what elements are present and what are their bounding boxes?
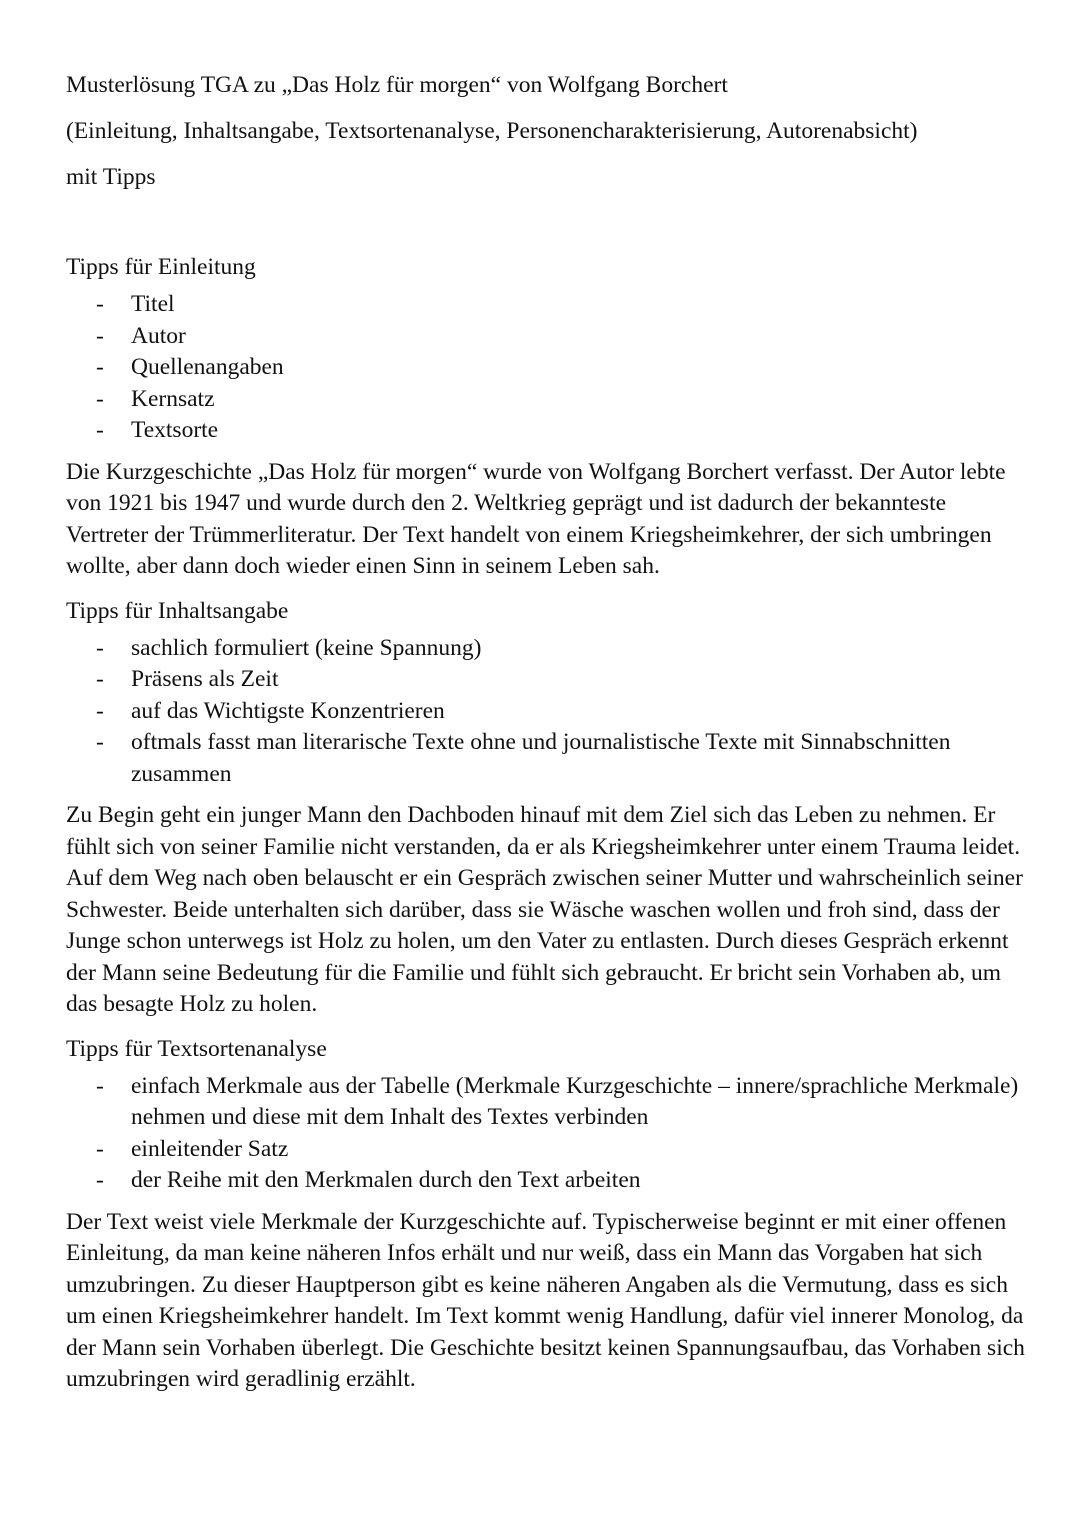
tip-item: - Quellenangaben — [66, 352, 1026, 384]
tips-list — [66, 289, 1026, 447]
tip-item: - Titel — [66, 289, 1026, 321]
tip-item: - auf das Wichtigste Konzentrieren — [66, 696, 1026, 728]
tip-item: - einleitender Satz — [66, 1134, 1026, 1166]
tip-item: - Präsens als Zeit — [66, 664, 1026, 696]
tip-item: - der Reihe mit den Merkmalen durch den Text arbeiten — [66, 1165, 1026, 1197]
section-heading: Tipps für Einleitung — [66, 254, 256, 280]
section-paragraph: Zu Begin geht ein junger Mann den Dachboden hinauf mit dem Ziel sich das Leben zu nehmen. Er fühlt sich von seiner Familie nicht verstanden, da er als Kriegsheimkehrer unter einem Trauma leidet. Auf dem Weg nach oben belauscht er ein Gespräch zwischen seiner Mutter und wahrscheinlich seiner Schwester. Beide unterhalten sich darüber, dass sie Wäsche waschen wollen und froh sind, dass der Junge schon unterwegs ist Holz zu holen, um den Vater zu entlasten. Durch dieses Gespräch erkennt der Mann seine Bedeutung für die Familie und fühlt sich gebraucht. Er bricht sein Vorhaben ab, um das besagte Holz zu holen. — [66, 802, 1023, 1017]
section-paragraph: Der Text weist viele Merkmale der Kurzgeschichte auf. Typischerweise beginnt er mit einer offenen Einleitung, da man keine näheren Infos erhält und nur weiß, dass ein Mann das Vorgaben hat sich umzubringen. Zu dieser Hauptperson gibt es keine näheren Angaben als die Vermutung, dass es sich um einen Kriegsheimkehrer handelt. Im Text kommt wenig Handlung, dafür viel innerer Monolog, da der Mann sein Vorhaben überlegt. Die Geschichte besitzt keinen Spannungsaufbau, das Vorhaben sich umzubringen wird geradlinig erzählt. — [66, 1208, 1025, 1392]
document-subtitle: (Einleitung, Inhaltsangabe, Textsortenanalyse, Personencharakterisierung, Autorenabsicht) — [66, 118, 918, 144]
section-heading: Tipps für Inhaltsangabe — [66, 597, 289, 624]
section-paragraph: Die Kurzgeschichte „Das Holz für morgen“ wurde von Wolfgang Borchert verfasst. Der Autor lebte von 1921 bis 1947 und wurde durch den 2. Weltkrieg geprägt und ist dadurch der bekannteste Vertreter der Trümmerliteratur. Der Text handelt von einem Kriegsheimkehrer, der sich umbringen wollte, aber dann doch wieder einen Sinn in seinem Leben sah. — [66, 458, 1006, 579]
tips-list — [66, 633, 1026, 791]
tip-item: - Textsorte — [66, 415, 1026, 447]
section-inhaltsangabe — [66, 589, 1026, 1021]
tip-item: - sachlich formuliert (keine Spannung) — [66, 633, 1026, 665]
document-page — [66, 62, 1026, 1402]
document-subtitle-extra: mit Tipps — [66, 164, 156, 190]
document-title: Musterlösung TGA zu „Das Holz für morgen“ von Wolfgang Borchert — [66, 72, 728, 98]
section-textsortenanalyse — [66, 1027, 1026, 1396]
tip-item: - oftmals fasst man literarische Texte ohne und journalistische Texte mit Sinnabschnitten zusammen — [66, 727, 1026, 790]
tip-item: - Autor — [66, 321, 1026, 353]
section-einleitung — [66, 245, 1026, 583]
tips-list — [66, 1071, 1026, 1197]
title-spacer — [66, 200, 1026, 245]
section-heading: Tipps für Textsortenanalyse — [66, 1035, 327, 1062]
tip-item: - einfach Merkmale aus der Tabelle (Merkmale Kurzgeschichte – innere/sprachliche Merkmale) nehmen und diese mit dem Inhalt des Textes verbinden — [66, 1071, 1026, 1134]
tip-item: - Kernsatz — [66, 384, 1026, 416]
